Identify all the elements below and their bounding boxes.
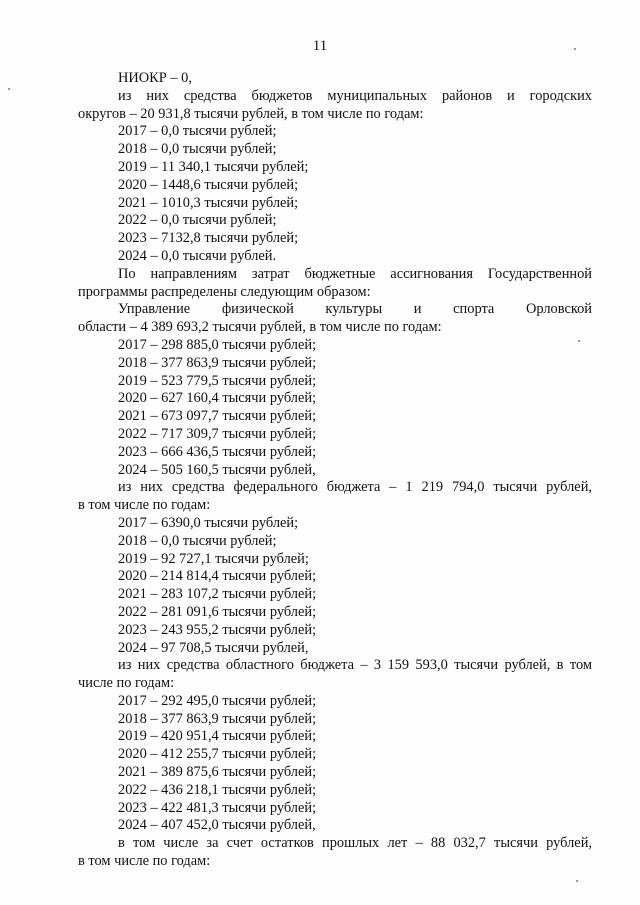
text-line: 2022 – 436 218,1 тысячи рублей; xyxy=(118,781,317,798)
text-line: 2023 – 422 481,3 тысячи рублей; xyxy=(118,799,317,816)
text-line: 2020 – 1448,6 тысячи рублей; xyxy=(118,176,299,193)
text-line: 2017 – 298 885,0 тысячи рублей; xyxy=(118,336,317,353)
text-line: 2017 – 0,0 тысячи рублей; xyxy=(118,123,277,140)
text-line: 2023 – 243 955,2 тысячи рублей; xyxy=(118,621,317,638)
text-line: 2017 – 6390,0 тысячи рублей; xyxy=(118,514,299,531)
text-line: 2020 – 412 255,7 тысячи рублей; xyxy=(118,746,317,763)
text-line: округов – 20 931,8 тысячи рублей, в том числе по годам: xyxy=(78,105,424,122)
text-line: По направлениям затрат бюджетные ассигнования Государственной xyxy=(118,265,592,282)
text-line: 2024 – 505 160,5 тысячи рублей, xyxy=(118,461,316,478)
text-line: 2024 – 407 452,0 тысячи рублей, xyxy=(118,817,316,834)
scan-speck xyxy=(574,48,576,50)
scan-speck xyxy=(8,88,10,90)
text-line: 2017 – 292 495,0 тысячи рублей; xyxy=(118,692,317,709)
text-line: 2018 – 377 863,9 тысячи рублей; xyxy=(118,710,317,727)
text-line: 2019 – 92 727,1 тысячи рублей; xyxy=(118,550,309,567)
text-line: 2022 – 0,0 тысячи рублей; xyxy=(118,212,277,229)
text-line: НИОКР – 0, xyxy=(118,70,192,86)
text-line: 2022 – 717 309,7 тысячи рублей; xyxy=(118,425,317,442)
text-line: 2021 – 1010,3 тысячи рублей; xyxy=(118,194,299,211)
text-line: 2023 – 666 436,5 тысячи рублей; xyxy=(118,443,317,460)
text-line: 2019 – 420 951,4 тысячи рублей; xyxy=(118,728,317,745)
text-line: в том числе по годам: xyxy=(78,853,211,870)
text-line: из них средства бюджетов муниципальных районов и городских xyxy=(118,87,592,104)
text-line: 2021 – 283 107,2 тысячи рублей; xyxy=(118,586,317,603)
scan-speck xyxy=(576,880,578,882)
text-line: 2024 – 97 708,5 тысячи рублей, xyxy=(118,639,309,656)
document-body xyxy=(78,70,592,871)
text-line: в том числе по годам: xyxy=(78,497,211,514)
text-line: Управление физической культуры и спорта Орловской xyxy=(118,301,592,318)
text-line: программы распределены следующим образом: xyxy=(78,283,371,300)
page-number: 11 xyxy=(312,38,328,54)
text-line: 2018 – 0,0 тысячи рублей; xyxy=(118,141,277,158)
text-line: 2021 – 389 875,6 тысячи рублей; xyxy=(118,764,317,781)
text-line: 2018 – 377 863,9 тысячи рублей; xyxy=(118,354,317,371)
text-line: 2019 – 523 779,5 тысячи рублей; xyxy=(118,372,317,389)
text-line: из них средства федерального бюджета – 1 219 794,0 тысячи рублей, xyxy=(118,479,592,496)
text-line: 2021 – 673 097,7 тысячи рублей; xyxy=(118,408,317,425)
text-line: в том числе за счет остатков прошлых лет – 88 032,7 тысячи рублей, xyxy=(118,835,592,852)
text-line: числе по годам: xyxy=(78,675,175,692)
text-line: 2020 – 214 814,4 тысячи рублей; xyxy=(118,568,317,585)
scan-speck xyxy=(578,340,580,342)
text-line: из них средства областного бюджета – 3 159 593,0 тысячи рублей, в том xyxy=(118,657,592,674)
text-line: 2018 – 0,0 тысячи рублей; xyxy=(118,532,277,549)
text-line: 2020 – 627 160,4 тысячи рублей; xyxy=(118,390,317,407)
text-line: 2019 – 11 340,1 тысячи рублей; xyxy=(118,158,309,175)
text-line: области – 4 389 693,2 тысячи рублей, в том числе по годам: xyxy=(78,319,442,336)
text-line: 2023 – 7132,8 тысячи рублей; xyxy=(118,230,299,247)
text-line: 2022 – 281 091,6 тысячи рублей; xyxy=(118,603,317,620)
text-line: 2024 – 0,0 тысячи рублей. xyxy=(118,247,277,264)
